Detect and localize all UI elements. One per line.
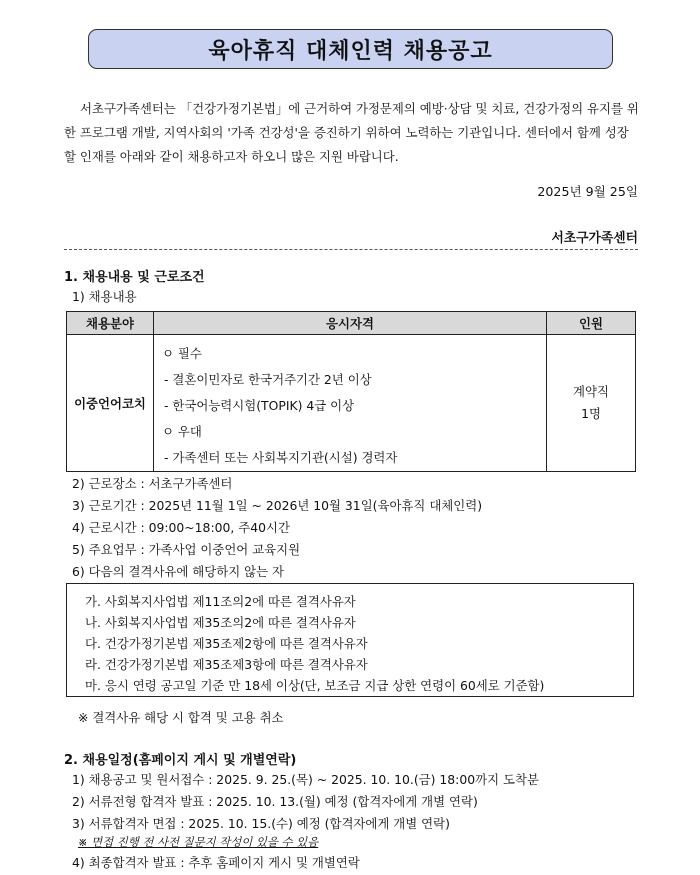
qual-item: - 결혼이민자로 한국거주기간 2년 이상 — [164, 372, 372, 387]
contract-type: 계약직 — [573, 384, 609, 399]
disqualification-item: 마. 응시 연령 공고일 기준 만 18세 이상(단, 보조금 지급 상한 연령이 60세로 기준함) — [85, 678, 545, 693]
recruitment-table — [66, 311, 636, 472]
page-title — [88, 29, 613, 69]
schedule-item: 4) 최종합격자 발표 : 추후 홈페이지 게시 및 개별연락 — [72, 855, 360, 870]
disqualification-item: 나. 사회복지사업법 제35조의2에 따른 결격사유자 — [85, 615, 356, 630]
intro-paragraph: 서초구가족센터는 「건강가정기본법」에 근거하여 가정문제의 예방·상담 및 치료, 건강가정의 유지를 위한 프로그램 개발, 지역사회의 '가족 건강성'을 증진하기 위하여 노력하는 기관입니다. 센터에서 함께 성장할 인재를 아래와 같이 채용하고자 하오니 많은 지원 바랍니다. — [64, 101, 639, 164]
section1-heading: 1. 채용내용 및 근로조건 — [64, 270, 205, 285]
qual-preferred-label: ㅇ 우대 — [162, 424, 202, 439]
condition-item: 6) 다음의 결격사유에 해당하지 않는 자 — [72, 564, 284, 579]
field-cell: 이중언어코치 — [67, 335, 154, 472]
disqualification-box — [66, 583, 634, 697]
notice-date: 2025년 9월 25일 — [537, 184, 638, 199]
disqualification-item: 가. 사회복지사업법 제11조의2에 따른 결격사유자 — [85, 594, 356, 609]
header-field: 채용분야 — [67, 312, 154, 335]
page-title-text: 육아휴직 대체인력 채용공고 — [208, 38, 493, 64]
disqualification-item: 다. 건강가정기본법 제35조제2항에 따른 결격사유자 — [85, 636, 368, 651]
condition-item: 2) 근로장소 : 서초구가족센터 — [72, 476, 233, 491]
condition-item: 3) 근로기간 : 2025년 11월 1일 ~ 2026년 10월 31일(육아휴직 대체인력) — [72, 498, 483, 513]
table-row — [67, 335, 636, 472]
schedule-item: 2) 서류전형 합격자 발표 : 2025. 10. 13.(월) 예정 (합격자에게 개별 연락) — [72, 794, 478, 809]
header-count: 인원 — [547, 312, 636, 335]
qual-item: - 가족센터 또는 사회복지기관(시설) 경력자 — [164, 450, 398, 465]
section2-heading: 2. 채용일정(홈페이지 게시 및 개별연락) — [64, 753, 297, 768]
schedule-item: 3) 서류합격자 면접 : 2025. 10. 15.(수) 예정 (합격자에게 개별 연락) — [72, 816, 450, 831]
interview-note: ※ 면접 진행 전 사전 질문지 작성이 있을 수 있음 — [78, 835, 319, 849]
divider — [64, 249, 638, 250]
disqualification-item: 라. 건강가정기본법 제35조제3항에 따른 결격사유자 — [85, 657, 368, 672]
qual-required-label: ㅇ 필수 — [162, 346, 202, 361]
disqualification-note: ※ 결격사유 해당 시 합격 및 고용 취소 — [78, 710, 284, 725]
qual-item: - 한국어능력시험(TOPIK) 4급 이상 — [164, 398, 355, 413]
headcount: 1명 — [581, 406, 601, 421]
condition-item: 5) 주요업무 : 가족사업 이중언어 교육지원 — [72, 542, 301, 557]
count-cell — [547, 335, 636, 472]
qualifications-cell — [154, 335, 547, 472]
header-qualifications: 응시자격 — [154, 312, 547, 335]
condition-item: 4) 근로시간 : 09:00~18:00, 주40시간 — [72, 520, 290, 535]
organization-name: 서초구가족센터 — [551, 231, 638, 246]
section1-sub1: 1) 채용내용 — [72, 289, 137, 304]
schedule-item: 1) 채용공고 및 원서접수 : 2025. 9. 25.(목) ~ 2025. 10. 10.(금) 18:00까지 도착분 — [72, 772, 539, 787]
table-header-row — [67, 312, 636, 335]
